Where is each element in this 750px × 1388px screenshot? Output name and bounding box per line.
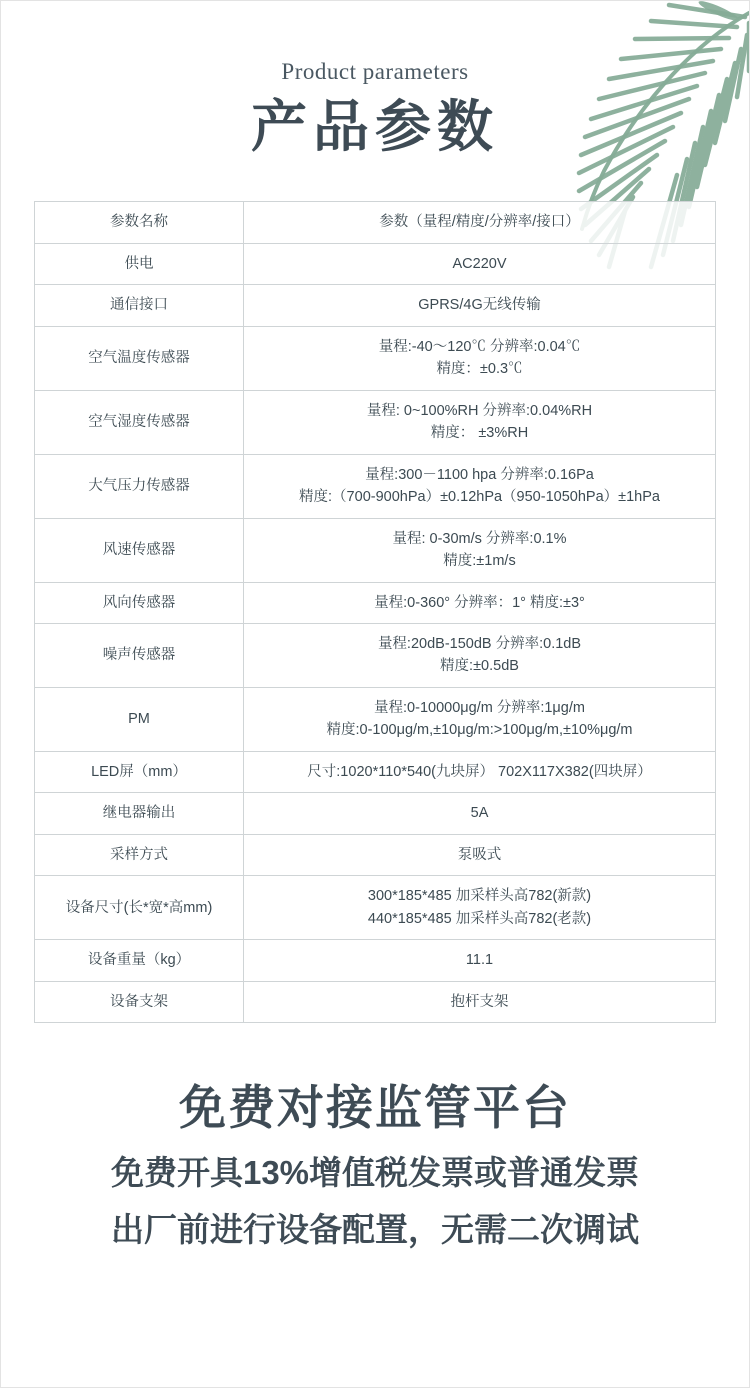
value-line: 精度:0-100μg/m,±10μg/m:>100μg/m,±10%μg/m bbox=[326, 722, 633, 739]
row-value bbox=[244, 876, 716, 940]
row-label: 大气压力传感器 bbox=[35, 454, 244, 518]
table-row bbox=[35, 518, 716, 582]
row-label: 供电 bbox=[35, 243, 244, 284]
row-value bbox=[244, 940, 716, 981]
row-value bbox=[244, 390, 716, 454]
footer-promo bbox=[1, 1079, 749, 1252]
value-line: 量程:300－1100 hpa 分辨率:0.16Pa bbox=[365, 466, 594, 483]
row-label: 空气湿度传感器 bbox=[35, 390, 244, 454]
table-row bbox=[35, 687, 716, 751]
row-value bbox=[244, 751, 716, 792]
row-value bbox=[244, 326, 716, 390]
row-label: LED屏（mm） bbox=[35, 751, 244, 792]
row-label: 采样方式 bbox=[35, 834, 244, 875]
value-line: 量程: 0-30m/s 分辨率:0.1% bbox=[392, 530, 567, 547]
row-value bbox=[244, 793, 716, 834]
row-value bbox=[244, 834, 716, 875]
value-line: 量程: 0~100%RH 分辨率:0.04%RH bbox=[366, 402, 593, 419]
footer-line-2: 出厂前进行设备配置，无需二次调试 bbox=[111, 1210, 639, 1248]
page-title: 产品参数 bbox=[251, 95, 499, 158]
table-header-name: 参数名称 bbox=[35, 202, 244, 243]
row-label: 通信接口 bbox=[35, 285, 244, 326]
table-row bbox=[35, 624, 716, 688]
value-line: GPRS/4G无线传输 bbox=[418, 297, 541, 314]
table-row bbox=[35, 390, 716, 454]
row-value bbox=[244, 243, 716, 284]
table-row bbox=[35, 834, 716, 875]
value-line: 精度:（700-900hPa）±0.12hPa（950-1050hPa）±1hPa bbox=[299, 489, 660, 506]
value-line: 精度:±1m/s bbox=[443, 553, 516, 570]
table-row bbox=[35, 940, 716, 981]
table-row bbox=[35, 876, 716, 940]
table-row bbox=[35, 285, 716, 326]
value-line: 精度：±0.3℃ bbox=[436, 361, 523, 378]
table-row bbox=[35, 981, 716, 1022]
footer-title: 免费对接监管平台 bbox=[179, 1081, 571, 1135]
spec-table-wrapper bbox=[34, 201, 716, 1023]
value-line: 泵吸式 bbox=[457, 846, 502, 863]
row-label: 风向传感器 bbox=[35, 582, 244, 623]
table-row bbox=[35, 326, 716, 390]
row-value bbox=[244, 454, 716, 518]
row-label: 噪声传感器 bbox=[35, 624, 244, 688]
table-row bbox=[35, 793, 716, 834]
header-subtitle-en: Product parameters bbox=[281, 59, 469, 84]
value-line: 精度:±0.5dB bbox=[440, 658, 519, 675]
row-value bbox=[244, 981, 716, 1022]
row-label: PM bbox=[35, 687, 244, 751]
value-line: 抱杆支架 bbox=[450, 993, 509, 1010]
table-row bbox=[35, 582, 716, 623]
row-value bbox=[244, 285, 716, 326]
row-label: 设备尺寸(长*宽*高mm) bbox=[35, 876, 244, 940]
row-label: 空气温度传感器 bbox=[35, 326, 244, 390]
value-line: 300*185*485 加采样头高782(新款) bbox=[367, 888, 592, 905]
value-line: AC220V bbox=[452, 255, 507, 272]
value-line: 量程:0-10000μg/m 分辨率:1μg/m bbox=[374, 699, 585, 716]
row-label: 继电器输出 bbox=[35, 793, 244, 834]
value-line: 量程:-40～120℃ 分辨率:0.04℃ bbox=[378, 338, 581, 355]
value-line: 11.1 bbox=[465, 952, 494, 969]
value-line: 量程:0-360° 分辨率：1° 精度:±3° bbox=[374, 594, 585, 611]
table-row bbox=[35, 243, 716, 284]
page-header bbox=[1, 1, 749, 159]
spec-table bbox=[34, 201, 716, 1023]
row-value bbox=[244, 624, 716, 688]
table-row bbox=[35, 454, 716, 518]
value-line: 440*185*485 加采样头高782(老款) bbox=[367, 910, 592, 927]
footer-line-1: 免费开具13%增值税发票或普通发票 bbox=[110, 1153, 640, 1191]
row-label: 设备支架 bbox=[35, 981, 244, 1022]
value-line: 量程:20dB-150dB 分辨率:0.1dB bbox=[377, 636, 582, 653]
table-row bbox=[35, 751, 716, 792]
row-value bbox=[244, 518, 716, 582]
value-line: 5A bbox=[470, 805, 489, 822]
value-line: 精度： ±3%RH bbox=[430, 425, 529, 442]
row-label: 风速传感器 bbox=[35, 518, 244, 582]
row-value bbox=[244, 582, 716, 623]
value-line: 尺寸:1020*110*540(九块屏） 702X117X382(四块屏） bbox=[307, 763, 652, 780]
row-label: 设备重量（kg） bbox=[35, 940, 244, 981]
table-header-value: 参数（量程/精度/分辨率/接口） bbox=[244, 202, 716, 243]
table-header-row bbox=[35, 202, 716, 243]
row-value bbox=[244, 687, 716, 751]
